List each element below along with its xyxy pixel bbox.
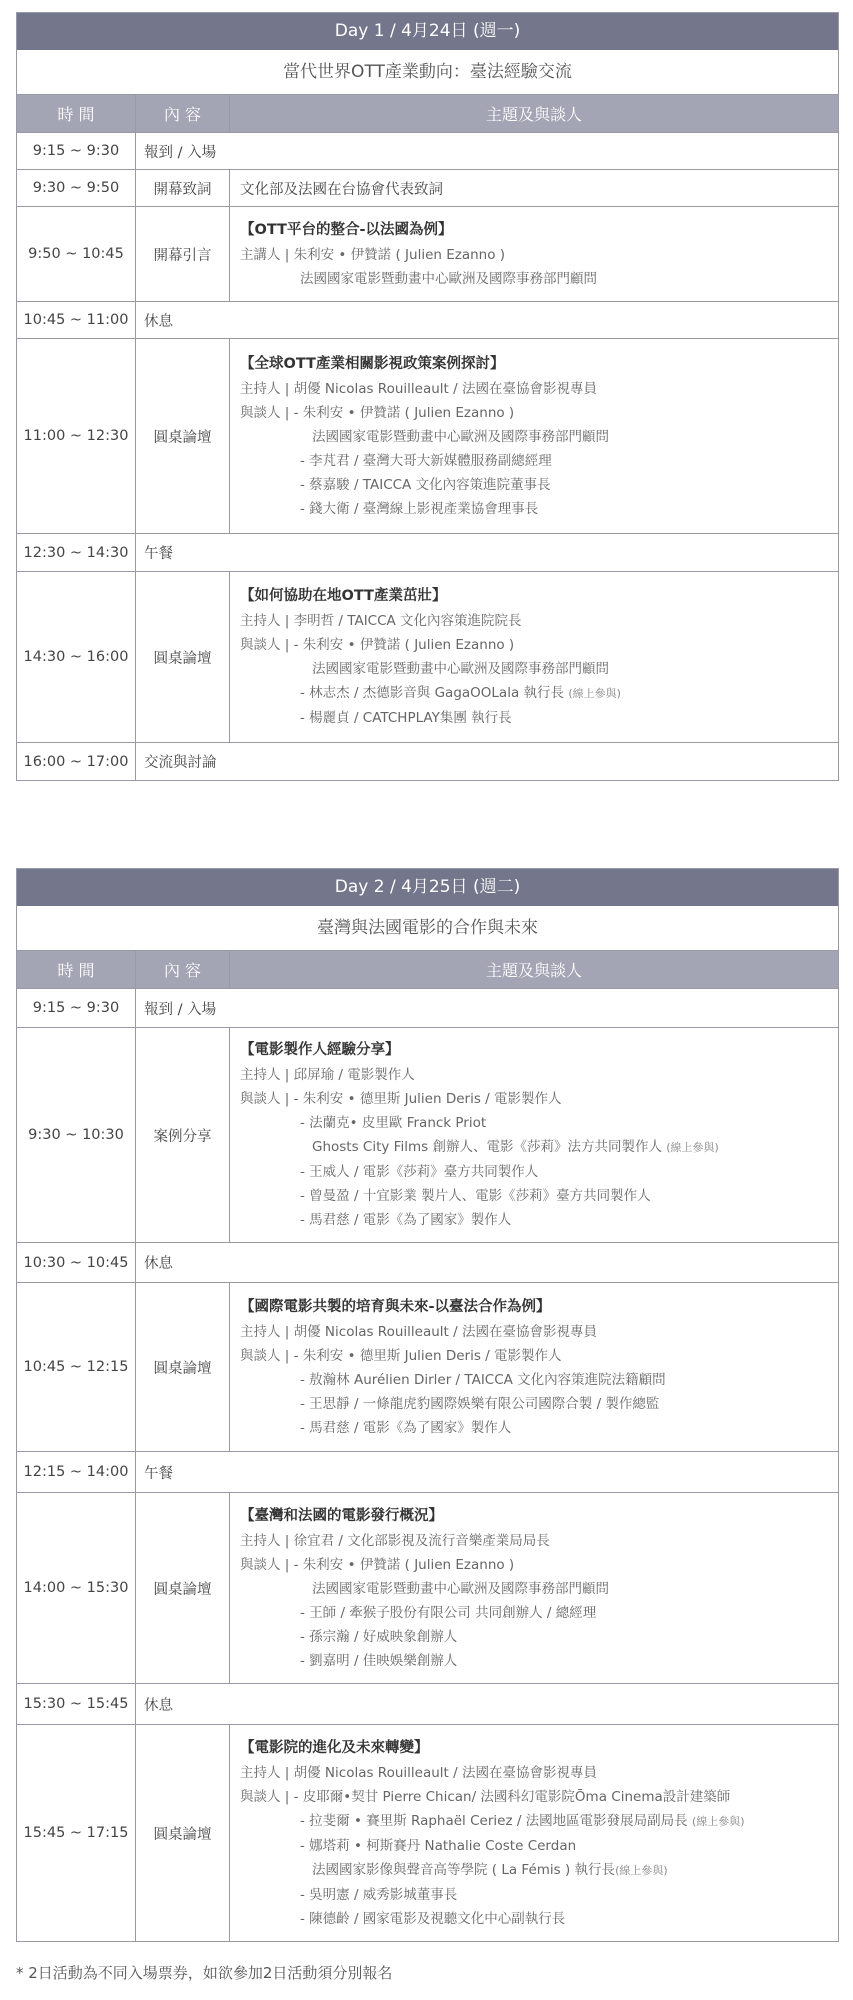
day1-title: 當代世界OTT產業動向：臺法經驗交流	[17, 50, 838, 95]
col-item: 內 容	[136, 951, 230, 988]
table-row: 9:30 ~ 10:30 案例分享 【電影製作人經驗分享】 主持人 | 邱屏瑜 / 電影製作人 與談人 | - 朱利安 • 德里斯 Julien Deris / 電影製作人 - 法蘭克• 皮里歐 Franck Priot Ghosts City Films 創辦人、電影《莎莉》法方共同製作人 (線上參與) - 王威人 / 電影《莎莉》臺方共同製作人 - 曾曼盈 / 十宜影業 製片人、電影《莎莉》臺方共同製作人 - 馬君慈 / 電影《為了國家》製作人	[17, 1028, 838, 1243]
day1-column-header	[17, 95, 838, 133]
table-row: 9:15 ~ 9:30 報到 / 入場	[17, 989, 838, 1028]
table-row: 10:30 ~ 10:45 休息	[17, 1243, 838, 1283]
table-row: 15:30 ~ 15:45 休息	[17, 1684, 838, 1725]
col-time: 時 間	[17, 95, 136, 132]
table-row: 9:15 ~ 9:30 報到 / 入場	[17, 133, 838, 170]
online-note: (線上參與)	[666, 1141, 719, 1154]
day1-header: Day 1 / 4月24日 (週一)	[17, 13, 838, 50]
table-row: 9:30 ~ 9:50 開幕致詞 文化部及法國在台協會代表致詞	[17, 170, 838, 207]
table-row: 16:00 ~ 17:00 交流與討論	[17, 743, 838, 780]
session-title: 【電影製作人經驗分享】	[240, 1042, 400, 1058]
footnote: * 2日活動為不同入場票券，如欲參加2日活動須分別報名	[16, 1964, 393, 1982]
table-row: 14:30 ~ 16:00 圓桌論壇 【如何協助在地OTT產業茁壯】 主持人 | 李明哲 / TAICCA 文化內容策進院院長 與談人 | - 朱利安 • 伊贊諾 ( Julien Ezanno ) 法國國家電影暨動畫中心歐洲及國際事務部門顧問 - 林志杰 / 杰德影音與 GagaOOLala 執行長 (線上參與) - 楊麗貞 / CATCHPLAY集團 執行長	[17, 572, 838, 743]
online-note: (線上參與)	[691, 1814, 745, 1828]
online-note: (線上參與)	[615, 1863, 668, 1877]
table-row: 12:30 ~ 14:30 午餐	[17, 534, 838, 572]
table-row: 10:45 ~ 12:15 圓桌論壇 【國際電影共製的培育與未來-以臺法合作為例】 主持人 | 胡優 Nicolas Rouilleault / 法國在臺協會影視專員 與談人 | - 朱利安 • 德里斯 Julien Deris / 電影製作人 - 敖瀚林 Aurélien Dirler / TAICCA 文化內容策進院法籍顧問 - 王思靜 / 一條龍虎豹國際娛樂有限公司國際合製 / 製作總監 - 馬君慈 / 電影《為了國家》製作人	[17, 1283, 838, 1452]
table-row: 11:00 ~ 12:30 圓桌論壇 【全球OTT產業相關影視政策案例探討】 主持人 | 胡優 Nicolas Rouilleault / 法國在臺協會影視專員 與談人 | - 朱利安 • 伊贊諾 ( Julien Ezanno ) 法國國家電影暨動畫中心歐洲及國際事務部門顧問 - 李芃君 / 臺灣大哥大新媒體服務副總經理 - 蔡嘉駿 / TAICCA 文化內容策進院董事長 - 錢大衛 / 臺灣線上影視產業協會理事長	[17, 339, 838, 534]
session-title: 【OTT平台的整合-以法國為例】	[240, 221, 453, 238]
table-row: 12:15 ~ 14:00 午餐	[17, 1452, 838, 1493]
session-title: 【全球OTT產業相關影視政策案例探討】	[240, 355, 505, 372]
table-row: 14:00 ~ 15:30 圓桌論壇 【臺灣和法國的電影發行概況】 主持人 | 徐宜君 / 文化部影視及流行音樂產業局局長 與談人 | - 朱利安 • 伊贊諾 ( Julien Ezanno ) 法國國家電影暨動畫中心歐洲及國際事務部門顧問 - 王師 / 牽猴子股份有限公司 共同創辦人 / 總經理 - 孫宗瀚 / 好威映象創辦人 - 劉嘉明 / 佳映娛樂創辦人	[17, 1493, 838, 1684]
session-title: 【國際電影共製的培育與未來-以臺法合作為例】	[240, 1298, 551, 1315]
day2-schedule	[16, 868, 839, 1942]
session-title: 【臺灣和法國的電影發行概況】	[240, 1507, 443, 1524]
table-row: 10:45 ~ 11:00 休息	[17, 302, 838, 339]
day2-column-header	[17, 951, 838, 989]
table-row: 15:45 ~ 17:15 圓桌論壇 【電影院的進化及未來轉變】 主持人 | 胡優 Nicolas Rouilleault / 法國在臺協會影視專員 與談人 | - 皮耶爾•契甘 Pierre Chican/ 法國科幻電影院Ōma Cinema設計建築師 - 拉斐爾 • 賽里斯 Raphaël Ceriez / 法國地區電影發展局副局長 (線上參與) - 娜塔莉 • 柯斯賽丹 Nathalie Coste Cerdan 法國國家影像與聲音高等學院 ( La Fémis ) 執行長(線上參與) - 吳明憲 / 威秀影城董事長 - 陳德齡 / 國家電影及視聽文化中心副執行長	[17, 1725, 838, 1941]
day1-schedule	[16, 12, 839, 781]
session-title: 【電影院的進化及未來轉變】	[240, 1739, 429, 1756]
table-row: 9:50 ~ 10:45 開幕引言 【OTT平台的整合-以法國為例】 主講人 | 朱利安 • 伊贊諾 ( Julien Ezanno ) 法國國家電影暨動畫中心歐洲及國際事務部門顧問	[17, 207, 838, 302]
day2-title: 臺灣與法國電影的合作與未來	[17, 906, 838, 951]
col-time: 時 間	[17, 951, 136, 988]
col-item: 內 容	[136, 95, 230, 132]
col-topic: 主題及與談人	[485, 961, 582, 980]
col-topic: 主題及與談人	[485, 105, 582, 124]
online-note: (線上參與)	[568, 687, 621, 700]
session-title: 【如何協助在地OTT產業茁壯】	[240, 588, 447, 604]
day2-header: Day 2 / 4月25日 (週二)	[17, 869, 838, 906]
